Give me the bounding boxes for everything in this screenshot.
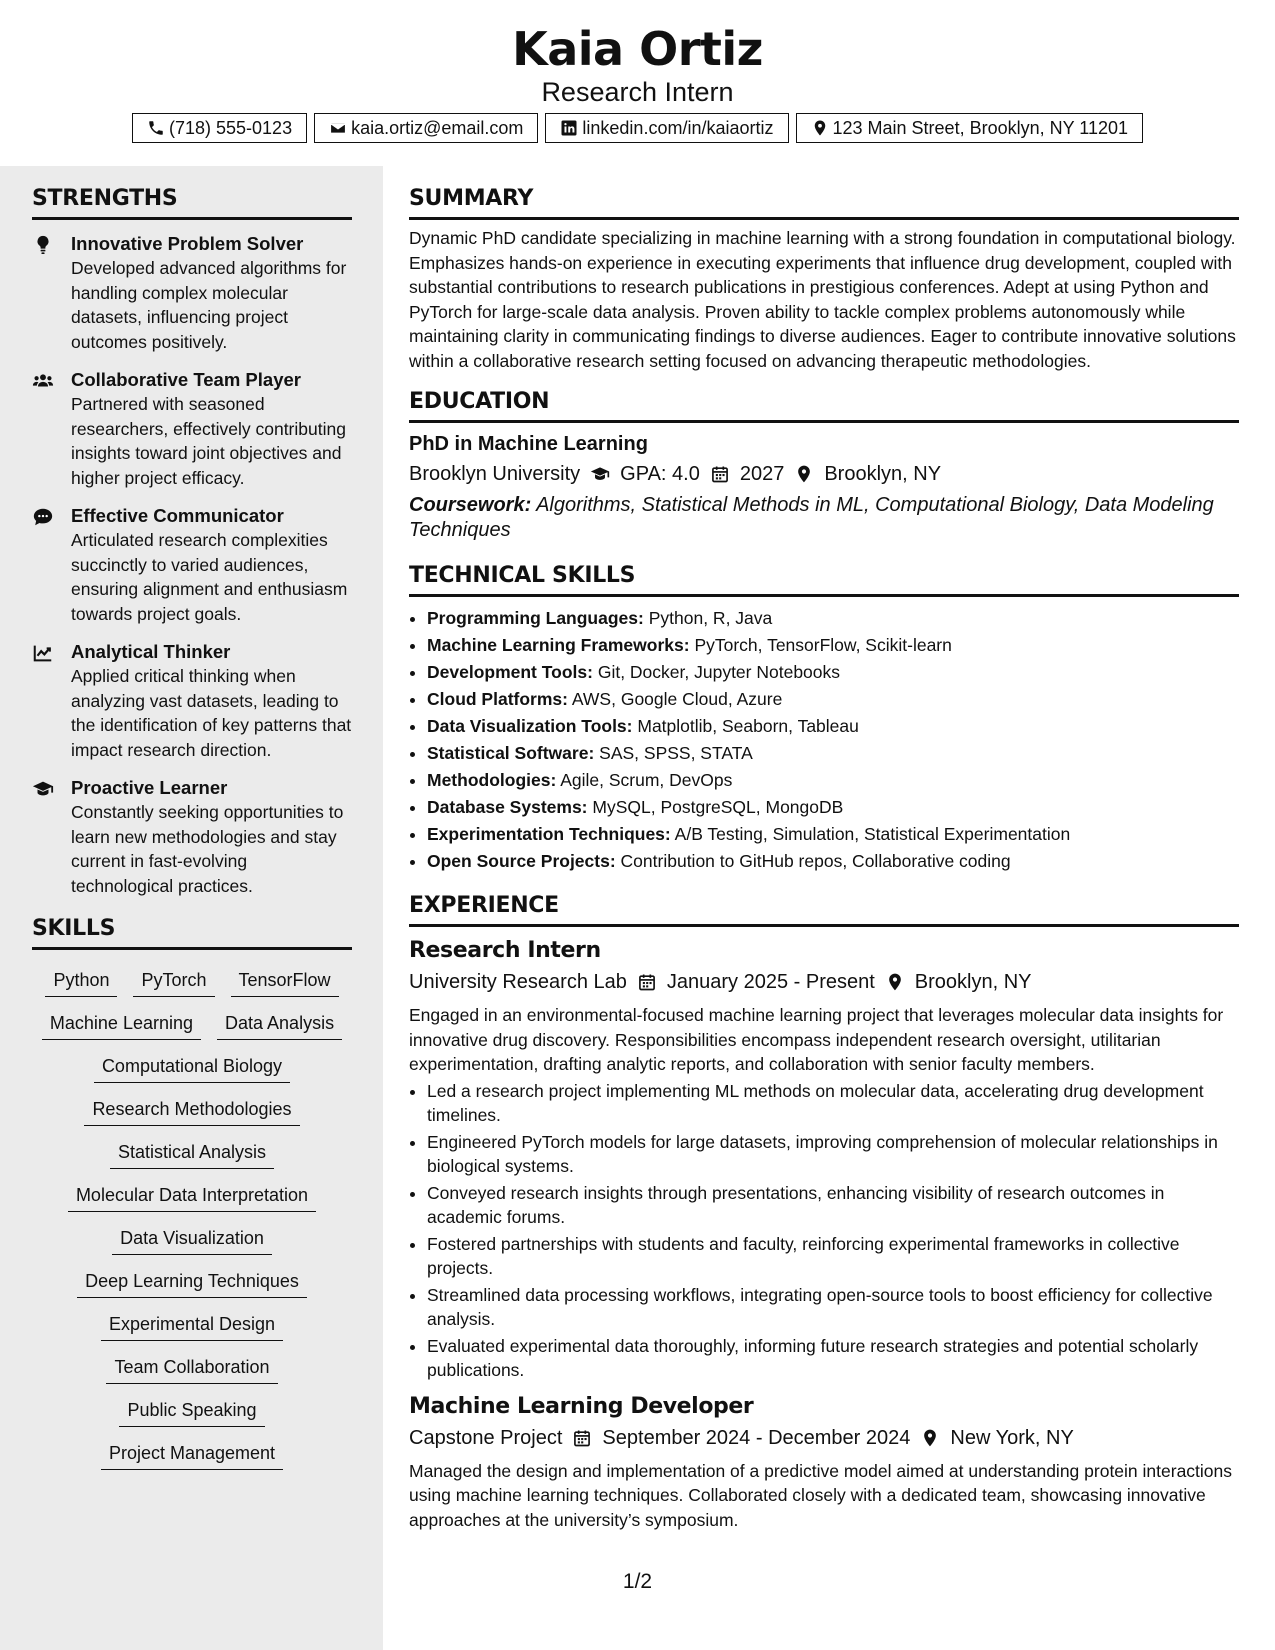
tech-skill-value: Python, R, Java [648,608,773,628]
tech-skill-label: Machine Learning Frameworks: [427,635,690,655]
job-description: Engaged in an environmental-focused machine learning project that leverages molecular data insights for innovative drug discovery. Responsibilities encompass independent research oversight, utilitarian experimentation, drafting analytic reports, and collaboration with senior faculty members. [409,1005,1224,1074]
education-coursework [409,493,1239,543]
tech-skill-label: Open Source Projects: [427,851,616,871]
strength-description: Constantly seeking opportunities to learn new methodologies and stay current in fast-evolving technological practices. [71,802,344,896]
contact-bar [0,113,1275,143]
tech-skill-value: A/B Testing, Simulation, Statistical Experimentation [674,824,1071,844]
experience-entry [409,937,1239,1383]
envelope-icon [329,119,347,137]
strength-title: Analytical Thinker [71,641,231,662]
job-organization: University Research Lab [409,971,627,993]
experience-section [409,889,1239,1532]
technical-skills-heading: TECHNICAL SKILLS [409,559,1239,597]
strength-title: Proactive Learner [71,777,228,798]
contact-linkedin-text: linkedin.com/in/kaiaortiz [582,118,774,138]
strengths-list [32,232,352,898]
skill-tag: Project Management [101,1441,283,1470]
list-item: • Fostered partnerships with students and faculty, reinforcing experimental frameworks in collective projects. [427,1232,1239,1281]
main-content [409,182,1239,1544]
map-pin-icon [794,464,814,484]
skill-tag: Machine Learning [42,1011,201,1040]
tech-skill-value: Contribution to GitHub repos, Collaborative coding [620,851,1011,871]
education-section [409,385,1239,543]
tech-skill-value: Matplotlib, Seaborn, Tableau [637,716,859,736]
list-item: • Evaluated experimental data thoroughly, informing future research strategies and potential scholarly publications. [427,1334,1239,1383]
list-item [427,821,1239,848]
education-heading: EDUCATION [409,385,1239,423]
skill-tag: Deep Learning Techniques [77,1269,307,1298]
tech-skill-value: AWS, Google Cloud, Azure [571,689,783,709]
users-icon [32,370,54,392]
list-item: • Engineered PyTorch models for large datasets, improving comprehension of molecular relationships in biological systems. [427,1130,1239,1179]
summary-section [409,182,1239,373]
map-pin-icon [920,1428,940,1448]
tech-skill-value: Agile, Scrum, DevOps [560,770,733,790]
skill-tag: Computational Biology [94,1054,290,1083]
candidate-name: Kaia Ortiz [512,22,763,76]
strength-title: Collaborative Team Player [71,369,301,390]
job-organization: Capstone Project [409,1426,563,1449]
skill-tag: Molecular Data Interpretation [68,1183,316,1212]
skill-tag: TensorFlow [231,968,339,997]
job-dates: September 2024 - December 2024 [602,1426,911,1449]
list-item [427,848,1239,875]
tech-skill-label: Development Tools: [427,662,593,682]
skill-tag: Experimental Design [101,1312,283,1341]
strength-description: Partnered with seasoned researchers, effectively contributing insights toward joint objectives and higher project efficacy. [71,394,346,488]
strength-title: Effective Communicator [71,505,284,526]
experience-entry [409,1393,1239,1533]
job-location: Brooklyn, NY [914,971,1032,993]
strength-description: Applied critical thinking when analyzing vast datasets, leading to the identification of key patterns that impact research direction. [71,666,352,760]
list-item [427,740,1239,767]
job-title: Research Intern [409,938,601,963]
candidate-role: Research Intern [541,77,734,107]
linkedin-icon [560,119,578,137]
strengths-heading: STRENGTHS [32,182,352,220]
strength-title: Innovative Problem Solver [71,233,304,254]
skill-tag: Data Visualization [112,1226,272,1255]
tech-skill-label: Statistical Software: [427,743,595,763]
list-item: • Streamlined data processing workflows, integrating open-source tools to boost efficiency for collective analysis. [427,1283,1239,1332]
graduation-cap-icon [32,778,54,800]
skill-tag: Data Analysis [217,1011,342,1040]
tech-skill-label: Data Visualization Tools: [427,716,633,736]
job-meta [409,1423,1239,1453]
job-bullets [409,1079,1239,1383]
list-item [427,632,1239,659]
strength-description: Articulated research complexities succinctly to varied audiences, ensuring alignment and enthusiasm towards project goals. [71,530,348,624]
education-gpa: GPA: 4.0 [620,463,700,485]
job-title: Machine Learning Developer [409,1393,754,1419]
technical-skills-section [409,559,1239,875]
strength-item [32,368,352,490]
calendar-icon [637,972,657,992]
education-year: 2027 [739,463,785,485]
tech-skill-label: Experimentation Techniques: [427,824,671,844]
list-item [427,686,1239,713]
strength-item [32,776,352,898]
experience-heading: EXPERIENCE [409,889,1239,927]
education-degree: PhD in Machine Learning [409,433,648,455]
list-item [427,794,1239,821]
education-location: Brooklyn, NY [824,463,942,485]
education-meta [409,459,1239,489]
tech-skill-value: MySQL, PostgreSQL, MongoDB [592,797,844,817]
coursework-list: Algorithms, Statistical Methods in ML, Computational Biology, Data Modeling Techniques [409,494,1214,541]
phone-icon [147,119,165,137]
tech-skill-label: Cloud Platforms: [427,689,568,709]
contact-email[interactable] [314,113,538,143]
technical-skills-list [409,605,1239,875]
job-meta [409,967,1239,997]
skills-heading: SKILLS [32,912,352,950]
calendar-icon [572,1428,592,1448]
sidebar [0,166,383,1650]
map-pin-icon [811,119,829,137]
skills-list [32,968,352,1470]
coursework-label: Coursework: [409,494,532,516]
contact-address[interactable] [796,113,1144,143]
tech-skill-label: Methodologies: [427,770,557,790]
strength-item [32,504,352,626]
contact-address-text: 123 Main Street, Brooklyn, NY 11201 [832,118,1129,138]
list-item: • Conveyed research insights through presentations, enhancing visibility of research outcomes in academic forums. [427,1181,1239,1230]
list-item [427,659,1239,686]
comment-icon [32,506,54,528]
summary-text: Dynamic PhD candidate specializing in machine learning with a strong foundation in computational biology. Emphasizes hands-on experience in executing experiments that influence drug development, coupled with substantial contributions to research publications in prestigious conferences. Adept at using Python and PyTorch for large-scale data analysis. Proven ability to tackle complex problems autonomously while maintaining clarity in communicating findings to diverse audiences. Eager to contribute innovative solutions within a collaborative research setting focused on advancing therapeutic methodologies. [409,228,1236,371]
chart-line-icon [32,642,54,664]
list-item [427,767,1239,794]
tech-skill-value: Git, Docker, Jupyter Notebooks [597,662,841,682]
skill-tag: Statistical Analysis [110,1140,274,1169]
skill-tag: PyTorch [133,968,214,997]
contact-phone-text: (718) 555-0123 [168,118,293,138]
skill-tag: Python [45,968,117,997]
graduation-cap-icon [590,464,610,484]
strength-description: Developed advanced algorithms for handling complex molecular datasets, influencing project outcomes positively. [71,258,347,352]
tech-skill-value: PyTorch, TensorFlow, Scikit-learn [694,635,952,655]
contact-linkedin[interactable] [545,113,788,143]
tech-skill-label: Programming Languages: [427,608,644,628]
strength-item [32,232,352,354]
skill-tag: Public Speaking [119,1398,264,1427]
page-number: 1/2 [622,1570,653,1593]
tech-skill-value: SAS, SPSS, STATA [599,743,753,763]
list-item [427,605,1239,632]
list-item: • Led a research project implementing ML methods on molecular data, accelerating drug development timelines. [427,1079,1239,1128]
skill-tag: Team Collaboration [106,1355,277,1384]
skill-tag: Research Methodologies [84,1097,299,1126]
contact-email-text: kaia.ortiz@email.com [351,118,524,138]
tech-skill-label: Database Systems: [427,797,588,817]
strength-item [32,640,352,762]
education-school: Brooklyn University [409,463,581,485]
list-item [427,713,1239,740]
map-pin-icon [885,972,905,992]
job-location: New York, NY [950,1426,1074,1449]
calendar-icon [710,464,730,484]
summary-heading: SUMMARY [409,182,1239,220]
job-description: Managed the design and implementation of a predictive model aimed at understanding protein interactions using machine learning techniques. Collaborated closely with a dedicated team, showcasing innovative approaches at the university’s symposium. [409,1460,1233,1530]
lightbulb-icon [32,234,54,256]
resume-header [0,0,1275,108]
contact-phone[interactable] [132,113,307,143]
job-dates: January 2025 - Present [666,971,875,993]
